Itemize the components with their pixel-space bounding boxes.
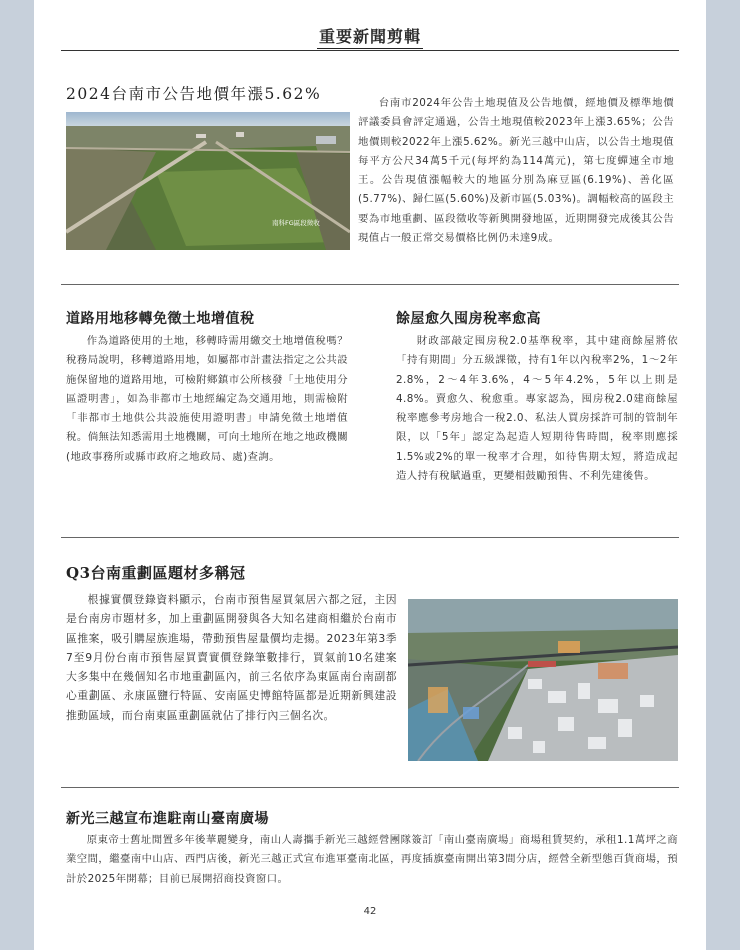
section-rule xyxy=(61,787,679,788)
magazine-page xyxy=(34,0,706,950)
article2-body: 作為道路使用的土地，移轉時需用繳交土地增值稅嗎？稅務局說明，移轉道路用地，如屬都市計畫法指定之公共設施保留地的道路用地，可檢附鄉鎮市公所核發「土地使用分區證明書」，如為非都市土地經編定為交通用地，則需檢附「非都市土地供公共設施使用證明書」申請免徵土地增值稅。倘無法知悉需用土地機關，可向土地所在地之地政機關(地政事務所或縣市政府之地政局、處)查詢。 xyxy=(66,335,348,463)
article5-body: 原東帝士舊址閒置多年後華麗變身，南山人壽攜手新光三越經營團隊簽訂「南山臺南廣場」商場租賃契約，承租1.1萬坪之商業空間，繼臺南中山店、西門店後，新光三越正式宣布進軍臺南北區，再度插旗臺南開出第3間分店，經營全新型態百貨商場，預計於2025年開幕；目前已展開招商投資窗口。 xyxy=(66,834,678,885)
land-aerial-photo xyxy=(66,112,350,250)
article4-body: 根據實價登錄資料顯示，台南市預售屋買氣居六都之冠，主因是台南房市題材多，加上重劃區開發與各大知名建商相繼於台南市區推案，吸引購屋族進場，帶動預售屋量價均走揚。2023年第3季7至9月份台南市預售屋買賣實價登錄筆數排行，買氣前10名建案大多集中在幾個知名市地重劃區內，前三名依序為東區南台南副都心重劃區、永康區鹽行特區、安南區史博館特區都是近期新興建設推動區域，而台南東區重劃區就佔了排行內三個名次。 xyxy=(66,593,397,722)
section-rule xyxy=(61,284,679,285)
article2-title: 道路用地移轉免徵土地增值稅 xyxy=(66,311,255,327)
article5-title: 新光三越宣布進駐南山臺南廣場 xyxy=(66,811,269,827)
page-number: 42 xyxy=(363,906,377,917)
article4-title: Q3台南重劃區題材多稱冠 xyxy=(66,564,246,582)
article3-title: 餘屋愈久囤房稅率愈高 xyxy=(396,311,541,327)
article3-body: 財政部敲定囤房稅2.0基準稅率，其中建商餘屋將依「持有期間」分五級課徵，持有1年以內稅率2%，1～2年2.8%，2～4年3.6%，4～5年4.2%，5年以上則是4.8%。賣愈久、稅愈重。專家認為，囤房稅2.0建商餘屋稅率應參考房地合一稅2.0、私法人買房採許可制的管制年限，以「5年」認定為起造人短期待售時間，稅率則應採1.5%或2%的單一稅率才合理，如待售期太短，將造成起造人持有稅賦過重，更變相鼓勵預售、不利先建後售。 xyxy=(396,335,678,483)
section-rule xyxy=(61,537,679,538)
article1-body: 台南市2024年公告土地現值及公告地價，經地價及標準地價評議委員會評定通過，公告土地現值較2023年上漲3.65%；公告地價則較2022年上漲5.62%。新光三越中山店，以公告土地現值每平方公尺34萬5千元(每坪約為114萬元)，第七度蟬連全市地王。公告現值漲幅較大的地區分別為麻豆區(6.19%)、善化區(5.77%)、歸仁區(5.60%)及新市區(5.03%)。調幅較高的區段主要為市地重劃、區段徵收等新興開發地區，近期開發完成後其公告現值占一般正常交易價格比例仍未達9成。 xyxy=(358,97,674,245)
redevelopment-aerial-photo xyxy=(408,599,678,761)
photo-caption: 南科FG區段徵收 xyxy=(272,219,320,227)
article1-title: 2024台南市公告地價年漲5.62% xyxy=(66,85,322,103)
page-header-title: 重要新聞剪輯 xyxy=(317,27,423,49)
page-header xyxy=(34,24,706,47)
header-rule xyxy=(61,50,679,51)
